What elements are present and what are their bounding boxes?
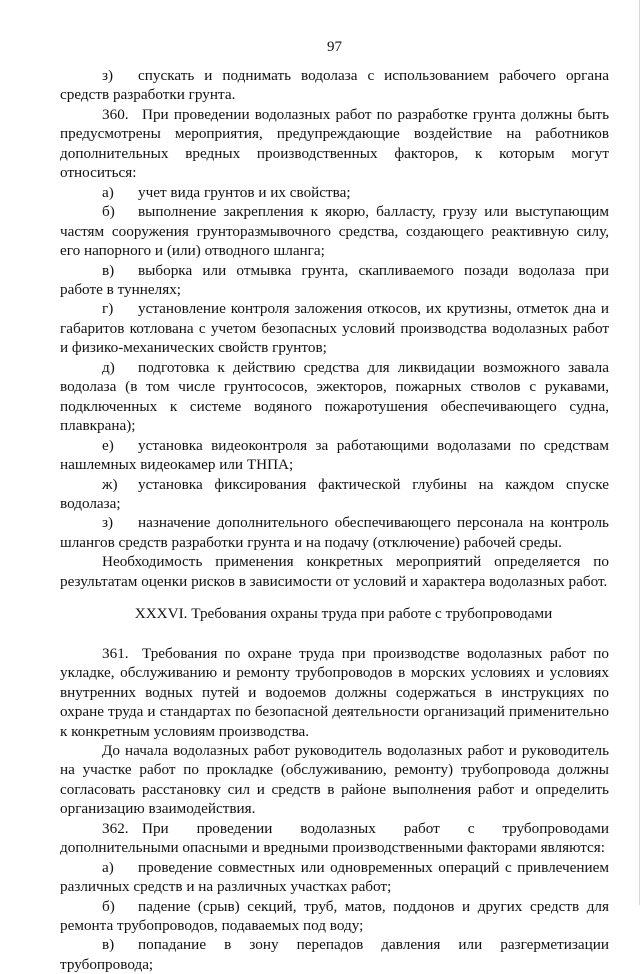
paragraph-text: попадание в зону перепадов давления или разгерметизации трубопровода; (60, 936, 609, 973)
clause-360-block (60, 66, 609, 591)
paragraph-text: Требования по охране труда при производстве водолазных работ по укладке, обслуживанию и ремонту трубопроводов в морских условиях и условиях внутренних водных путей и водоемов должны содержаться в инструкциях по охране труда и стандартах по безопасной деятельности организаций применительно к конкретным условиям производства. (60, 644, 609, 740)
paragraph-text: Необходимость применения конкретных мероприятий определяется по результатам оценки рисков в зависимости от условий и характера водолазных работ. (60, 553, 609, 590)
paragraph-marker: 360. (102, 105, 129, 123)
paragraph-marker: г) (102, 300, 114, 318)
paragraph-marker: ж) (102, 475, 118, 493)
paragraph-text: выполнение закрепления к якорю, балласту, грузу или выступающим частям сооружения грунторазмывочного средства, создающего реактивную силу, его напорного и (или) отводного шланга; (60, 203, 609, 260)
paragraph-text: До начала водолазных работ руководитель водолазных работ и руководитель на участке работ по прокладке (обслуживанию, ремонту) трубопровода должны согласовать расстановку сил и средств в районе выполнения работ и определить организацию взаимодействия. (60, 741, 609, 818)
paragraph-text: выборка или отмывка грунта, скапливаемого позади водолаза при работе в туннелях; (60, 261, 609, 298)
paragraph (60, 475, 609, 514)
paragraph-text: При проведении водолазных работ с трубопроводами дополнительными опасными и вредными производственными факторами являются: (60, 819, 609, 857)
paragraph-marker: 362. (102, 819, 129, 837)
paragraph-marker: е) (102, 436, 114, 454)
paragraph (60, 552, 609, 591)
paragraph-marker: б) (102, 203, 115, 221)
paragraph (60, 935, 609, 974)
paragraph (60, 644, 609, 741)
paragraph (60, 299, 609, 357)
paragraph-marker: а) (102, 183, 114, 201)
paragraph-text: установка видеоконтроля за работающими водолазами по средствам нашлемных видеокамер или ТНПА; (60, 436, 609, 474)
paragraph-marker: з) (102, 67, 114, 84)
section-heading: XXXVI. Требования охраны труда при работе с трубопроводами (134, 605, 553, 623)
paragraph-marker: а) (102, 858, 114, 876)
clause-361-362-block (60, 644, 609, 974)
paragraph (60, 897, 609, 936)
paragraph (60, 436, 609, 475)
paragraph (60, 858, 609, 897)
paragraph (60, 513, 609, 552)
paragraph-text: установка фиксирования фактической глубины на каждом спуске водолаза; (60, 475, 609, 512)
paragraph (60, 741, 609, 819)
paragraph (60, 358, 609, 436)
paragraph (60, 202, 609, 260)
paragraph-marker: в) (102, 936, 115, 954)
paragraph-text: спускать и поднимать водолаза с использованием рабочего органа средств разработки грунта. (60, 67, 609, 104)
paragraph (60, 261, 609, 300)
paragraph-marker: б) (102, 897, 115, 915)
paragraph-marker: д) (102, 358, 115, 376)
paragraph (60, 66, 609, 105)
paragraph-marker: в) (102, 261, 115, 279)
paragraph (60, 183, 609, 202)
paragraph-text: назначение дополнительного обеспечивающего персонала на контроль шлангов средств разработки грунта и на подачу (отключение) рабочей среды. (60, 514, 609, 551)
paragraph-text: подготовка к действию средства для ликвидации возможного завала водолаза (в том числе грунтососов, эжекторов, пожарных стволов с рукавами, подключенных к системе водяного пожаротушения обеспечивающего судна, плавкрана); (60, 358, 609, 435)
paragraph-text: проведение совместных или одновременных операций с привлечением различных средств и на различных участках работ; (60, 858, 609, 896)
paragraph-text: падение (срыв) секций, труб, матов, поддонов и других средств для ремонта трубопроводов, подаваемых под воду; (60, 897, 609, 935)
paragraph-text: При проведении водолазных работ по разработке грунта должны быть предусмотрены мероприятия, предупреждающие воздействие на работников дополнительных вредных производственных факторов, к которым могут относиться: (60, 105, 609, 182)
paragraph (60, 819, 609, 858)
paragraph-text: установление контроля заложения откосов, их крутизны, отметок дна и габаритов котлована с учетом безопасных условий производства водолазных работ и физико-механических свойств грунтов; (60, 300, 609, 357)
page-number: 97 (327, 39, 342, 55)
paragraph-marker: з) (102, 514, 114, 532)
paragraph (60, 105, 609, 183)
paragraph-text: учет вида грунтов и их свойства; (138, 183, 351, 201)
paragraph-marker: 361. (102, 644, 129, 662)
